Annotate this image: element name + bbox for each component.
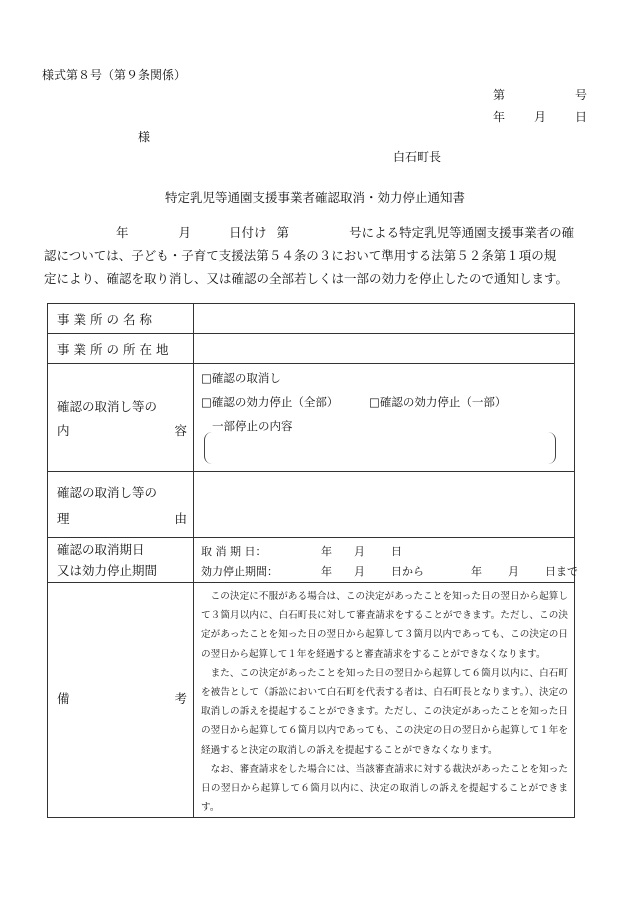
issue-date-day: 日 bbox=[574, 110, 587, 124]
option-suspend-part[interactable]: □確認の効力停止（一部） bbox=[369, 395, 507, 409]
issue-date-year: 年 bbox=[493, 110, 506, 124]
intro-line1-rest: 号による特定乳児等通園支援事業者の確 bbox=[349, 225, 575, 240]
option-revoke[interactable]: □確認の取消し bbox=[201, 371, 281, 385]
remarks-paragraph-3: なお、審査請求をした場合には、当該審査請求に対する裁決があったことを知った日の翌日から起算して６箇月以内に、決定の取消しの訴えを提起することができます。 bbox=[201, 763, 568, 814]
content-label-line1: 確認の取消し等の bbox=[57, 398, 158, 414]
suspend-until-year: 年 bbox=[471, 565, 482, 578]
row-office-name bbox=[48, 304, 575, 334]
content-value bbox=[194, 364, 575, 472]
remarks-paragraph-1: この決定に不服がある場合は、この決定があったことを知った日の翌日から起算して３箇月以内に、白石町長に対して審査請求をすることができます。ただし、この決定があったことを知った日の翌日から起算して３箇月以内であっても、この決定の日の翌日から起算して１年を経過すると審査請求をすることができなくなります。 bbox=[201, 591, 568, 660]
revoke-date-day: 日 bbox=[391, 545, 402, 558]
remarks-paragraph-2: また、この決定があったことを知った日の翌日から起算して６箇月以内に、白石町を被告として（訴訟において白石町を代表する者は、白石町長となります。）、決定の取消しの訴えを提起することができます。ただし、この決定があったことを知った日の翌日から起算して６箇月以内であっても、この決定の日の翌日から起算して１年を経過すると決定の取消しの訴えを提起することができなくなります。 bbox=[201, 667, 568, 756]
office-location-value bbox=[194, 334, 575, 364]
suspend-from-year: 年 bbox=[321, 565, 332, 578]
suspend-period-label: 効力停止期間： bbox=[201, 565, 278, 578]
date-label bbox=[48, 538, 194, 583]
office-name-label: 事業所の名称 bbox=[48, 304, 194, 334]
reason-label bbox=[48, 472, 194, 538]
revoke-date-label: 取 消 期 日： bbox=[201, 545, 267, 558]
option-suspend-all[interactable]: □確認の効力停止（全部） bbox=[201, 395, 339, 409]
sender-name: 白石町長 bbox=[393, 150, 442, 164]
revoke-date-year: 年 bbox=[321, 545, 332, 558]
document-number bbox=[493, 86, 587, 103]
remarks-label-char2: 考 bbox=[174, 690, 187, 706]
intro-number-prefix: 第 bbox=[276, 225, 290, 240]
intro-month: 月 bbox=[178, 225, 192, 240]
notice-table bbox=[47, 303, 578, 818]
notice-body bbox=[44, 221, 594, 290]
date-value bbox=[194, 538, 578, 583]
notice-line-2: 認については、子ども・子育て支援法第５４条の３において準用する法第５２条第１項の規 bbox=[44, 248, 557, 263]
remarks-value bbox=[194, 583, 575, 818]
content-label-char2: 容 bbox=[174, 422, 187, 438]
reason-label-line1: 確認の取消し等の bbox=[57, 484, 158, 500]
revoke-date-month: 月 bbox=[354, 545, 365, 558]
issue-date bbox=[493, 108, 587, 125]
partial-detail-bracket[interactable] bbox=[204, 432, 556, 464]
office-location-label: 事業所の所在地 bbox=[48, 334, 194, 364]
suspend-until-day: 日まで bbox=[545, 565, 578, 578]
document-title: 特定乳児等通園支援事業者確認取消・効力停止通知書 bbox=[164, 190, 465, 205]
issue-date-month: 月 bbox=[533, 110, 546, 124]
date-label-line1: 確認の取消期日 bbox=[57, 542, 145, 557]
notice-line-3: 定により、確認を取り消し、又は確認の全部若しくは一部の効力を停止したので通知します。 bbox=[44, 271, 569, 286]
content-label-char1: 内 bbox=[57, 422, 70, 438]
intro-year: 年 bbox=[116, 225, 129, 240]
date-label-line2: 又は効力停止期間 bbox=[57, 563, 158, 578]
row-office-location bbox=[48, 334, 575, 364]
form-number: 様式第８号（第９条関係） bbox=[42, 68, 187, 82]
content-label bbox=[48, 364, 194, 472]
office-name-value bbox=[194, 304, 575, 334]
row-content bbox=[48, 364, 575, 472]
doc-number-prefix: 第 bbox=[493, 88, 506, 102]
addressee-suffix: 様 bbox=[138, 130, 151, 144]
partial-detail-label: 一部停止の内容 bbox=[212, 419, 293, 433]
remarks-label bbox=[48, 583, 194, 818]
reason-label-char2: 由 bbox=[174, 510, 187, 526]
reason-value bbox=[194, 472, 575, 538]
suspend-until-month: 月 bbox=[508, 565, 519, 578]
notice-line-1 bbox=[44, 221, 594, 244]
remarks-label-char1: 備 bbox=[57, 690, 70, 706]
row-remarks bbox=[48, 583, 575, 818]
row-reason bbox=[48, 472, 575, 538]
suspend-from-month: 月 bbox=[354, 565, 365, 578]
reason-label-char1: 理 bbox=[57, 510, 70, 526]
row-date bbox=[48, 538, 575, 583]
doc-number-suffix: 号 bbox=[574, 88, 587, 102]
intro-dated: 日付け bbox=[229, 225, 267, 240]
suspend-from-day: 日から bbox=[391, 565, 424, 578]
